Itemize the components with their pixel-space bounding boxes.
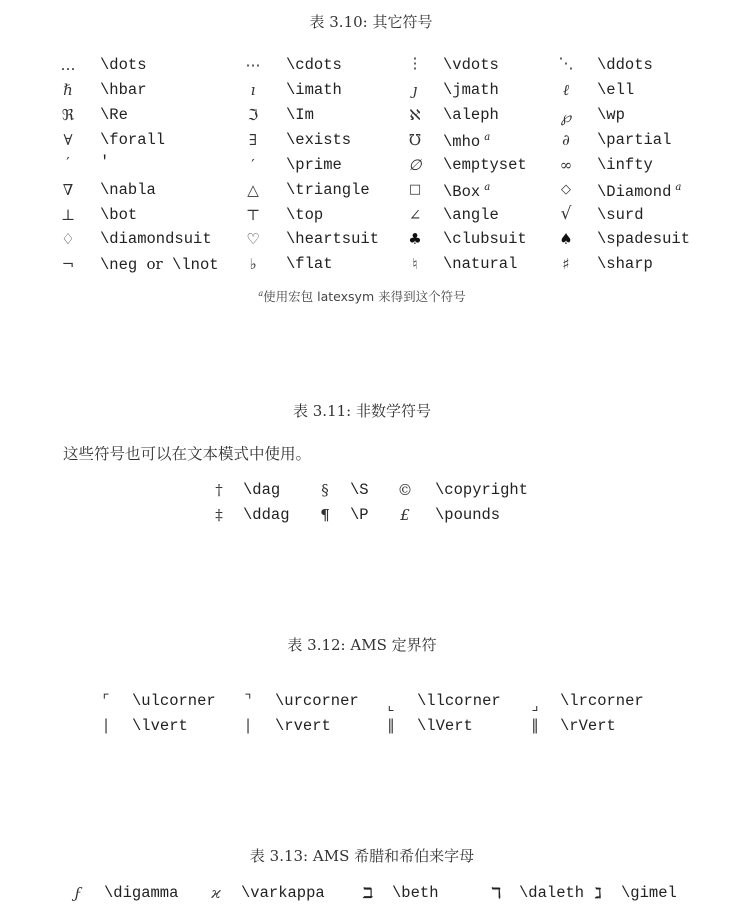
triangle-symbol: △ xyxy=(247,181,259,199)
clubsuit-symbol: ♣ xyxy=(408,230,422,248)
ddots-symbol: ⋱ xyxy=(558,54,574,72)
ell-symbol: ℓ xyxy=(562,81,570,99)
table-3-13-caption: 表 3.13: AMS 希腊和希伯来字母 xyxy=(249,847,475,865)
gimel-symbol: ℷ xyxy=(594,884,602,902)
table-3-12-caption: 表 3.12: AMS 定界符 xyxy=(287,636,437,654)
prime-symbol: ′ xyxy=(251,156,255,174)
footnote-marker: a xyxy=(675,182,682,193)
command-label: \forall xyxy=(100,131,166,149)
command-label: \lVert xyxy=(417,717,473,735)
forall-symbol: ∀ xyxy=(63,131,73,149)
lVert-symbol: ‖ xyxy=(387,716,395,734)
command-label: \imath xyxy=(286,81,342,99)
footnote-marker: a xyxy=(258,289,264,298)
pounds-symbol: £ xyxy=(400,506,410,524)
angle-symbol: ∠ xyxy=(408,206,422,224)
diamond-symbol: ◇ xyxy=(561,182,571,197)
rVert-symbol: ‖ xyxy=(531,716,539,734)
command-label: \beth xyxy=(392,884,439,902)
command-label: \P xyxy=(350,506,369,524)
command-label: \bot xyxy=(100,206,138,224)
footnote-marker: a xyxy=(484,182,491,193)
command-text: \mho xyxy=(443,133,481,151)
digamma-symbol: ϝ xyxy=(74,884,82,902)
or-text: or xyxy=(146,255,163,273)
command-label: \pounds xyxy=(435,506,501,524)
surd-symbol: √ xyxy=(560,204,572,224)
command-label: \llcorner xyxy=(417,692,501,710)
command-label xyxy=(597,183,681,201)
copyright-symbol: © xyxy=(397,481,413,499)
command-label: \Re xyxy=(100,106,128,124)
command-label: \partial xyxy=(597,131,672,149)
im-symbol: ℑ xyxy=(247,106,259,124)
command-label: \top xyxy=(286,206,324,224)
footnote-text: 使用宏包 latexsym 来得到这个符号 xyxy=(263,289,466,304)
sharp-symbol: ♯ xyxy=(562,255,570,273)
command-label: \wp xyxy=(597,106,625,124)
command-label: \vdots xyxy=(443,56,499,74)
dots-symbol: … xyxy=(60,56,76,74)
varkappa-symbol: ϰ xyxy=(211,884,221,902)
spadesuit-symbol: ♠ xyxy=(559,230,573,248)
urcorner-symbol: ⌝ xyxy=(244,691,252,709)
command-label: \heartsuit xyxy=(286,230,380,248)
beth-symbol: ℶ xyxy=(362,884,374,902)
command-label: \copyright xyxy=(435,481,529,499)
section-symbol: § xyxy=(321,481,329,499)
diamondsuit-symbol: ♢ xyxy=(61,230,75,248)
command-label: \gimel xyxy=(621,884,677,902)
table-3-10-caption: 表 3.10: 其它符号 xyxy=(309,13,433,31)
top-symbol: ⊤ xyxy=(245,206,261,224)
emptyset-symbol: ∅ xyxy=(408,156,422,174)
dag-symbol: † xyxy=(215,481,223,499)
command-label: \ell xyxy=(597,81,635,99)
command-label: ' xyxy=(100,153,110,171)
infinity-symbol: ∞ xyxy=(559,156,573,174)
command-label: \S xyxy=(350,481,369,499)
re-symbol: ℜ xyxy=(61,106,75,124)
command-label: \diamondsuit xyxy=(100,230,212,248)
lrcorner-symbol: ⌟ xyxy=(531,696,539,714)
jmath-symbol: ȷ xyxy=(412,81,418,99)
hbar-symbol: ℏ xyxy=(63,81,73,99)
command-label: \spadesuit xyxy=(597,230,691,248)
neg-symbol: ¬ xyxy=(61,255,75,273)
command-label: \varkappa xyxy=(241,884,325,902)
command-label: \dots xyxy=(100,56,147,74)
command-label: \flat xyxy=(286,255,333,273)
command-label: \surd xyxy=(597,206,644,224)
command-text: \Box xyxy=(443,183,481,201)
llcorner-symbol: ⌞ xyxy=(387,696,395,714)
ddag-symbol: ‡ xyxy=(215,506,223,524)
command-label: \triangle xyxy=(286,181,370,199)
command-label: \ulcorner xyxy=(132,692,216,710)
exists-symbol: ∃ xyxy=(248,131,258,149)
command-label: \ddag xyxy=(243,506,290,524)
bot-symbol: ⊥ xyxy=(60,206,76,224)
table-3-11-caption: 表 3.11: 非数学符号 xyxy=(293,402,431,420)
apostrophe-prime-symbol: ′ xyxy=(66,154,70,172)
table-footnote xyxy=(258,287,465,305)
command-label: \angle xyxy=(443,206,499,224)
command-label: \clubsuit xyxy=(443,230,527,248)
cdots-symbol: ⋯ xyxy=(245,56,261,74)
heartsuit-symbol: ♡ xyxy=(246,230,260,248)
command-label: \cdots xyxy=(286,56,342,74)
command-label xyxy=(100,257,219,274)
vdots-symbol: ⋮ xyxy=(407,54,423,72)
command-label: \jmath xyxy=(443,81,499,99)
command-label: \urcorner xyxy=(275,692,359,710)
rvert-symbol: | xyxy=(245,716,251,734)
command-label: \lrcorner xyxy=(560,692,644,710)
command-label: \prime xyxy=(286,156,342,174)
command-label: \emptyset xyxy=(443,156,527,174)
command-text-alt: \lnot xyxy=(172,256,219,274)
imath-symbol: ı xyxy=(250,81,256,99)
command-label: \lvert xyxy=(132,717,188,735)
command-label: \digamma xyxy=(104,884,179,902)
table-3-11-intro: 这些符号也可以在文本模式中使用。 xyxy=(63,445,312,463)
pilcrow-symbol: ¶ xyxy=(320,506,330,524)
command-label xyxy=(443,133,490,151)
command-text: \Diamond xyxy=(597,183,672,201)
command-label: \dag xyxy=(243,481,281,499)
command-label: \aleph xyxy=(443,106,499,124)
footnote-marker: a xyxy=(484,132,491,143)
command-label: \ddots xyxy=(597,56,653,74)
command-text: \neg xyxy=(100,256,138,274)
command-label: \infty xyxy=(597,156,653,174)
flat-symbol: ♭ xyxy=(249,255,257,273)
command-label: \Im xyxy=(286,106,314,124)
command-label: \hbar xyxy=(100,81,147,99)
command-label: \exists xyxy=(286,131,352,149)
nabla-symbol: ∇ xyxy=(62,181,74,199)
command-label: \rvert xyxy=(275,717,331,735)
lvert-symbol: | xyxy=(103,716,109,734)
partial-symbol: ∂ xyxy=(562,131,570,149)
mho-symbol: ℧ xyxy=(408,131,422,149)
command-label xyxy=(443,183,490,201)
command-label: \sharp xyxy=(597,255,653,273)
command-label: \daleth xyxy=(519,884,585,902)
wp-symbol: ℘ xyxy=(560,108,572,126)
daleth-symbol: ℸ xyxy=(490,884,502,902)
command-label: \rVert xyxy=(560,717,616,735)
natural-symbol: ♮ xyxy=(412,255,418,273)
box-symbol: □ xyxy=(408,182,422,197)
command-label: \natural xyxy=(443,255,518,273)
ulcorner-symbol: ⌜ xyxy=(102,691,110,709)
command-label: \nabla xyxy=(100,181,156,199)
aleph-symbol: ℵ xyxy=(409,106,421,124)
